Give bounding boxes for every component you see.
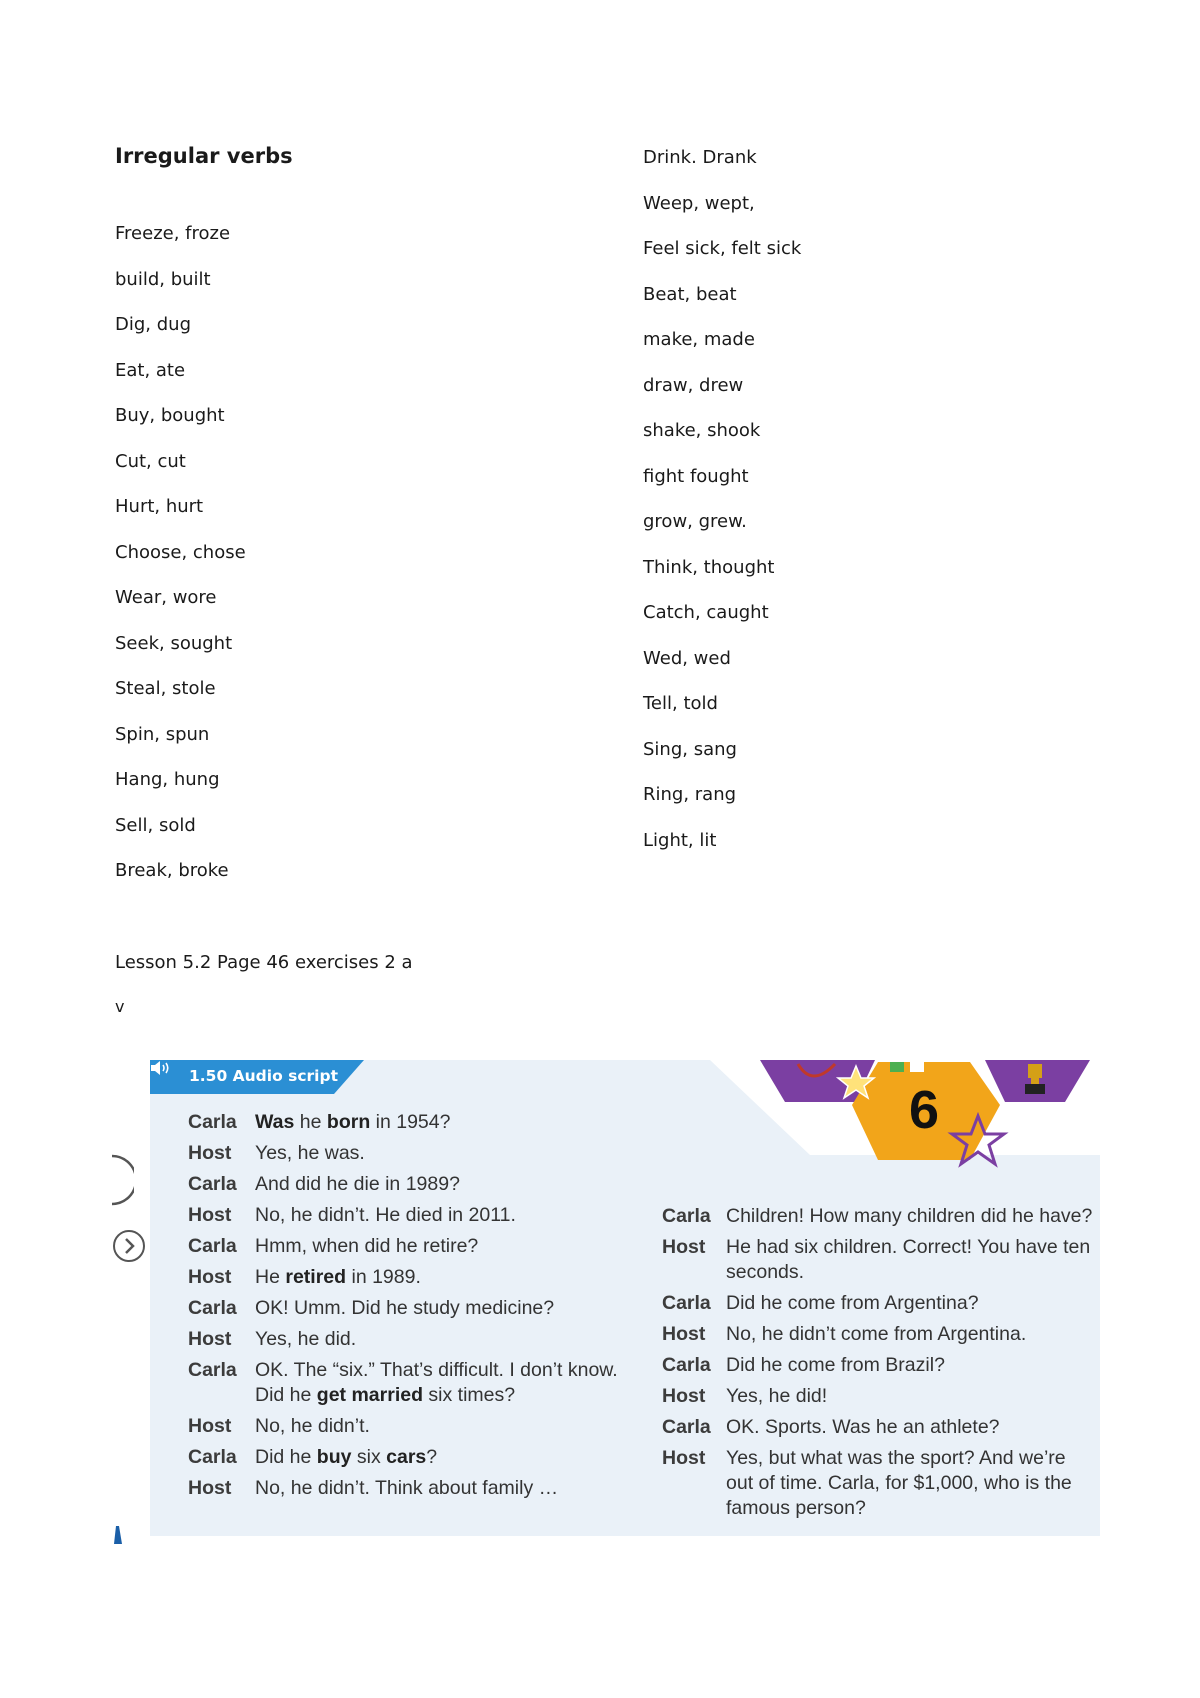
dialogue-line (188, 1110, 625, 1135)
dialogue-line (662, 1322, 1096, 1347)
speaker-name: Host (662, 1236, 706, 1258)
unit-badge (760, 1060, 1090, 1192)
dialogue-text: Did he come from Argentina? (726, 1292, 979, 1314)
verb-pair: Seek, sought (115, 632, 233, 654)
verb-pair: Think, thought (643, 556, 775, 578)
dialogue-line (662, 1415, 1096, 1440)
verb-pair: Beat, beat (643, 283, 737, 305)
dialogue-line (188, 1445, 625, 1470)
dialogue-text: Yes, he did! (726, 1385, 828, 1407)
verb-pair: Catch, caught (643, 602, 769, 623)
dialogue-text: No, he didn’t. Think about family … (255, 1477, 559, 1499)
dialogue-line (188, 1296, 625, 1321)
speaker-name: Carla (188, 1173, 237, 1195)
page-title: Irregular verbs (115, 144, 293, 168)
verb-pair: fight fought (643, 465, 749, 487)
speaker-name: Carla (188, 1446, 237, 1468)
dialogue-line (662, 1446, 1096, 1521)
dialogue-text: He had six children. Correct! You have ten seconds. (726, 1236, 1091, 1283)
dialogue-line (662, 1235, 1096, 1285)
dialogue-text: OK. Sports. Was he an athlete? (726, 1416, 1000, 1438)
dialogue-text: Was he born in 1954? (255, 1111, 451, 1133)
badge-number: 6 (908, 1080, 940, 1140)
verb-pair: Hurt, hurt (115, 496, 204, 517)
speaker-name: Carla (662, 1205, 711, 1227)
dialogue-line (662, 1384, 1096, 1409)
verb-pair: Steal, stole (115, 678, 216, 699)
verb-pair: Light, lit (643, 829, 717, 851)
dialogue-text: Yes, but what was the sport? And we’re out of time. Carla, for $1,000, who is the famous person? (726, 1447, 1072, 1519)
speaker-name: Host (662, 1385, 706, 1407)
dialogue-text: OK! Umm. Did he study medicine? (255, 1297, 555, 1319)
dialogue-text: Hmm, when did he retire? (255, 1235, 479, 1257)
verb-pair: draw, drew (643, 374, 744, 396)
speaker-name: Carla (662, 1416, 711, 1438)
script-lines-right (662, 1204, 1096, 1527)
dialogue-line (188, 1358, 625, 1408)
dialogue-line (662, 1353, 1096, 1378)
speaker-name: Host (188, 1266, 232, 1288)
audio-script-tab[interactable] (150, 1060, 364, 1094)
speaker-name: Carla (662, 1292, 711, 1314)
audio-script-label: 1.50 Audio script (189, 1067, 338, 1085)
dialogue-text: And did he die in 1989? (255, 1173, 460, 1195)
verb-pair: build, built (115, 268, 211, 290)
speaker-name: Carla (188, 1359, 237, 1381)
dialogue-line (188, 1234, 625, 1259)
dialogue-line (188, 1141, 625, 1166)
verb-pair: Sell, sold (115, 814, 196, 836)
margin-mark (113, 1524, 123, 1546)
dialogue-text: Yes, he did. (255, 1328, 357, 1350)
dialogue-text: Yes, he was. (255, 1142, 365, 1164)
verb-pair: Drink. Drank (643, 147, 757, 168)
speaker-name: Host (188, 1328, 232, 1350)
verb-pair: Tell, told (643, 693, 718, 714)
dialogue-line (188, 1172, 625, 1197)
verb-pair: Break, broke (115, 860, 229, 881)
speaker-name: Carla (188, 1235, 237, 1257)
speaker-name: Host (662, 1447, 706, 1469)
lesson-reference: Lesson 5.2 Page 46 exercises 2 a (115, 952, 413, 973)
verb-pair: Wed, wed (643, 647, 731, 669)
verb-pair: Dig, dug (115, 314, 191, 335)
speaker-name: Carla (188, 1111, 237, 1133)
verb-pair: Weep, wept, (643, 192, 755, 214)
dialogue-line (188, 1203, 625, 1228)
verb-pair: Buy, bought (115, 405, 225, 426)
dialogue-text: OK. The “six.” That’s difficult. I don’t know. Did he get married six times? (255, 1359, 618, 1406)
verb-pair: make, made (643, 329, 755, 350)
verb-pair: Eat, ate (115, 359, 186, 381)
dialogue-line (662, 1291, 1096, 1316)
dialogue-line (188, 1327, 625, 1352)
dialogue-line (188, 1476, 625, 1501)
dialogue-text: Children! How many children did he have? (726, 1205, 1093, 1227)
speaker-name: Host (188, 1204, 232, 1226)
speaker-name: Host (188, 1142, 232, 1164)
verb-pair: Freeze, froze (115, 223, 231, 244)
dialogue-text: He retired in 1989. (255, 1266, 421, 1288)
verb-pair: Wear, wore (115, 587, 217, 608)
verb-pair: Feel sick, felt sick (643, 238, 802, 259)
speaker-name: Host (188, 1477, 232, 1499)
speaker-name: Carla (662, 1354, 711, 1376)
verb-pair: grow, grew. (643, 511, 747, 532)
chevron-right-icon[interactable] (113, 1228, 149, 1264)
dialogue-text: No, he didn’t. (255, 1415, 370, 1437)
script-lines-left (188, 1110, 625, 1507)
verb-list-right (643, 146, 801, 874)
speaker-icon (150, 1060, 172, 1076)
partial-circle-icon (94, 1152, 134, 1208)
dialogue-line (188, 1265, 625, 1290)
verb-pair: Spin, spun (115, 723, 210, 745)
verb-list-left (115, 222, 246, 905)
dialogue-text: Did he buy six cars? (255, 1446, 438, 1468)
stray-text: v (115, 997, 125, 1016)
verb-pair: Ring, rang (643, 784, 737, 805)
verb-pair: Hang, hung (115, 769, 220, 790)
audio-script-panel (150, 1060, 1100, 1536)
dialogue-line (188, 1414, 625, 1439)
dialogue-line (662, 1204, 1096, 1229)
verb-pair: shake, shook (643, 420, 761, 441)
dialogue-text: No, he didn’t. He died in 2011. (255, 1204, 516, 1226)
speaker-name: Host (188, 1415, 232, 1437)
verb-pair: Cut, cut (115, 450, 186, 472)
verb-pair: Sing, sang (643, 738, 737, 760)
dialogue-text: No, he didn’t come from Argentina. (726, 1323, 1027, 1345)
verb-pair: Choose, chose (115, 541, 246, 563)
dialogue-text: Did he come from Brazil? (726, 1354, 945, 1376)
speaker-name: Carla (188, 1297, 237, 1319)
speaker-name: Host (662, 1323, 706, 1345)
